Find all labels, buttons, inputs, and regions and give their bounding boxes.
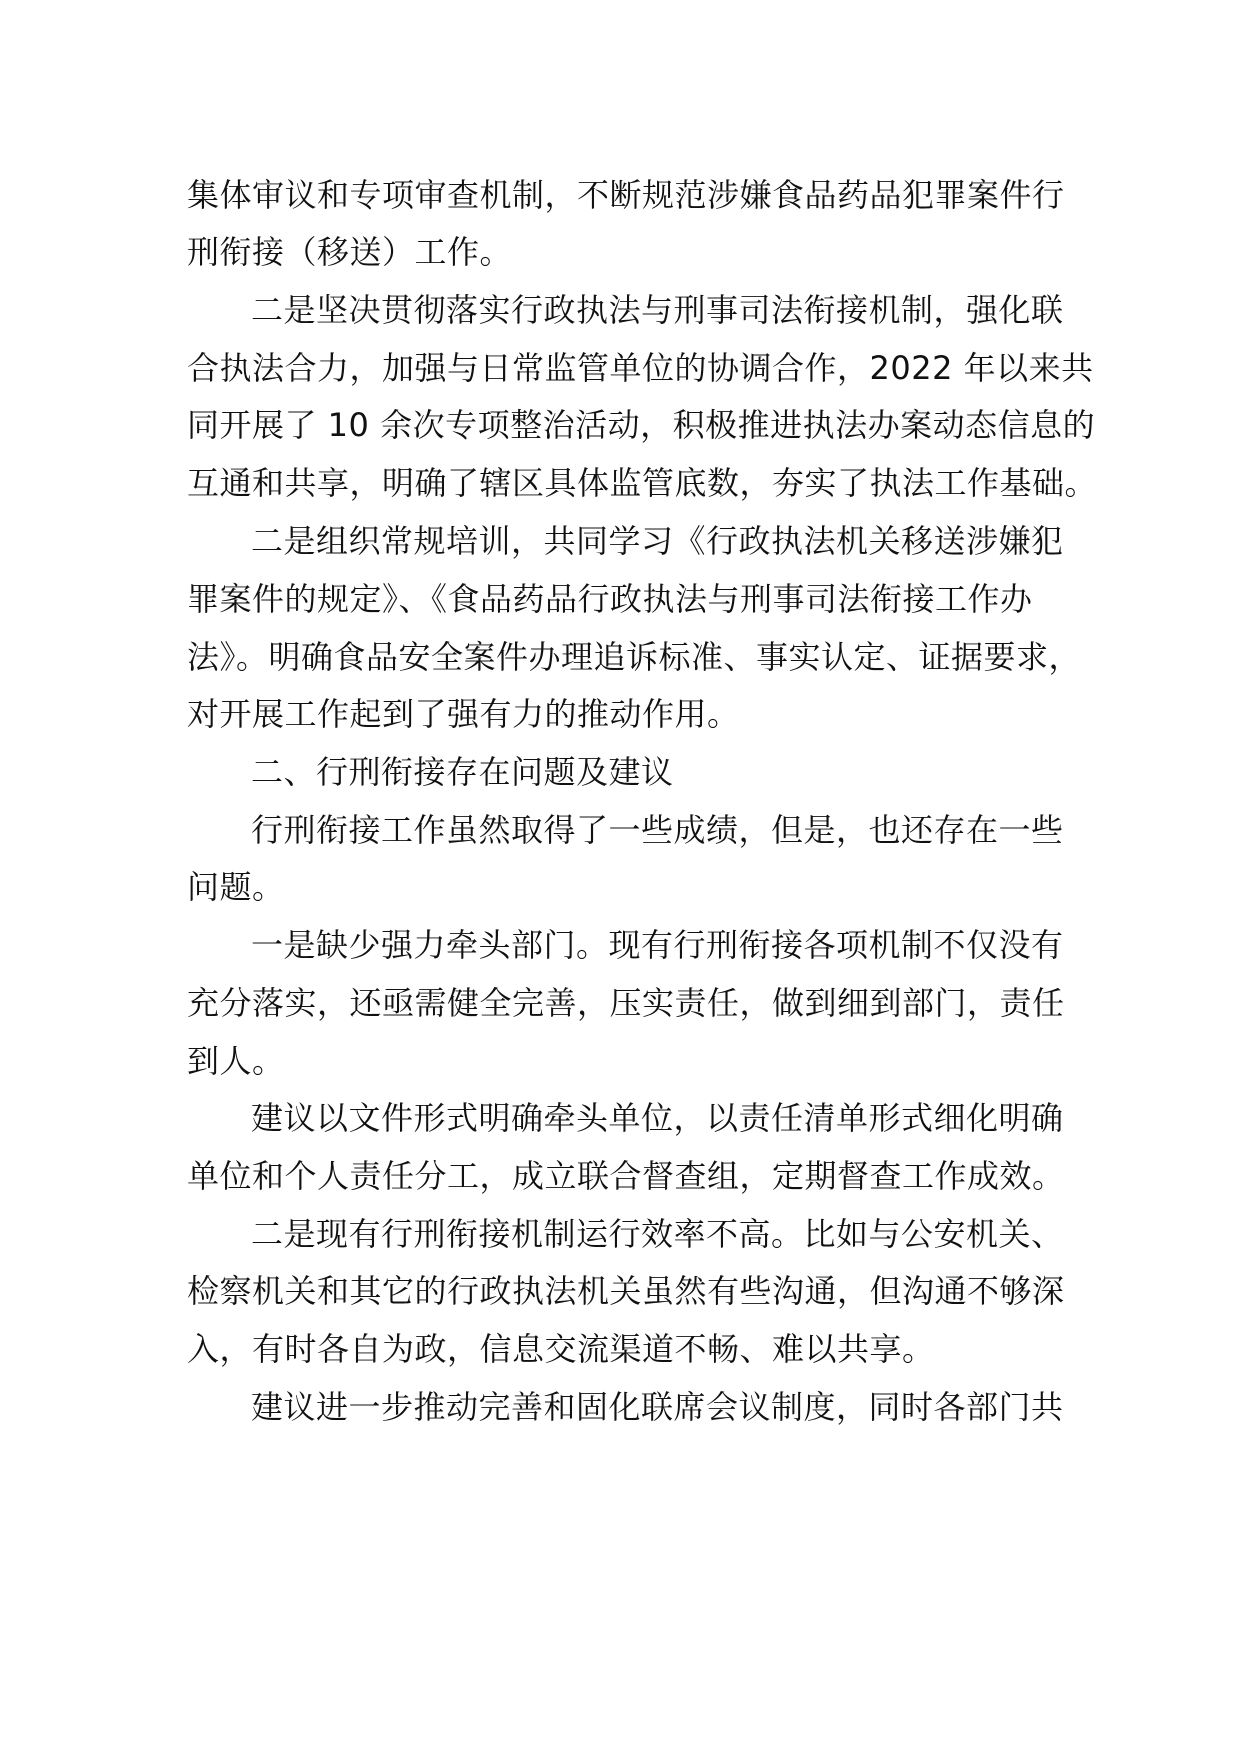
paragraph-start-line: 一是缺少强力牵头部门。现有行刑衔接各项机制不仅没有 <box>251 926 1064 964</box>
text-line: 罪案件的规定》、《食品药品行政执法与刑事司法衔接工作办 <box>187 580 1033 618</box>
paragraph-start-line: 二是坚决贯彻落实行政执法与刑事司法衔接机制，强化联 <box>251 291 1064 329</box>
text-line: 互通和共享，明确了辖区具体监管底数，夯实了执法工作基础。 <box>187 464 1098 502</box>
text-line: 对开展工作起到了强有力的推动作用。 <box>187 695 740 733</box>
text-line: 到人。 <box>187 1042 285 1080</box>
paragraph-start-line: 建议进一步推动完善和固化联席会议制度，同时各部门共 <box>251 1388 1064 1426</box>
text-line: 充分落实，还亟需健全完善，压实责任，做到细到部门，责任 <box>187 984 1065 1022</box>
paragraph-start-line: 建议以文件形式明确牵头单位，以责任清单形式细化明确 <box>251 1099 1064 1137</box>
text-line: 刑衔接（移送）工作。 <box>187 233 513 271</box>
text-line: 同开展了 10 余次专项整治活动，积极推进执法办案动态信息的 <box>187 406 1096 444</box>
text-line: 合执法合力，加强与日常监管单位的协调合作，2022 年以来共 <box>187 349 1094 387</box>
text-line: 法》。明确食品安全案件办理追诉标准、事实认定、证据要求， <box>187 638 1082 676</box>
text-line: 集体审议和专项审查机制，不断规范涉嫌食品药品犯罪案件行 <box>187 176 1065 214</box>
paragraph-start-line: 二是现有行刑衔接机制运行效率不高。比如与公安机关、 <box>251 1215 1064 1253</box>
paragraph-start-line: 二是组织常规培训，共同学习《行政执法机关移送涉嫌犯 <box>251 522 1064 560</box>
text-line: 问题。 <box>187 868 285 906</box>
paragraph-start-line: 行刑衔接工作虽然取得了一些成绩，但是，也还存在一些 <box>251 811 1064 849</box>
text-line: 入，有时各自为政，信息交流渠道不畅、难以共享。 <box>187 1330 935 1368</box>
text-line: 检察机关和其它的行政执法机关虽然有些沟通，但沟通不够深 <box>187 1272 1065 1310</box>
text-line: 单位和个人责任分工，成立联合督查组，定期督查工作成效。 <box>187 1157 1065 1195</box>
section-heading: 二、行刑衔接存在问题及建议 <box>251 753 674 791</box>
